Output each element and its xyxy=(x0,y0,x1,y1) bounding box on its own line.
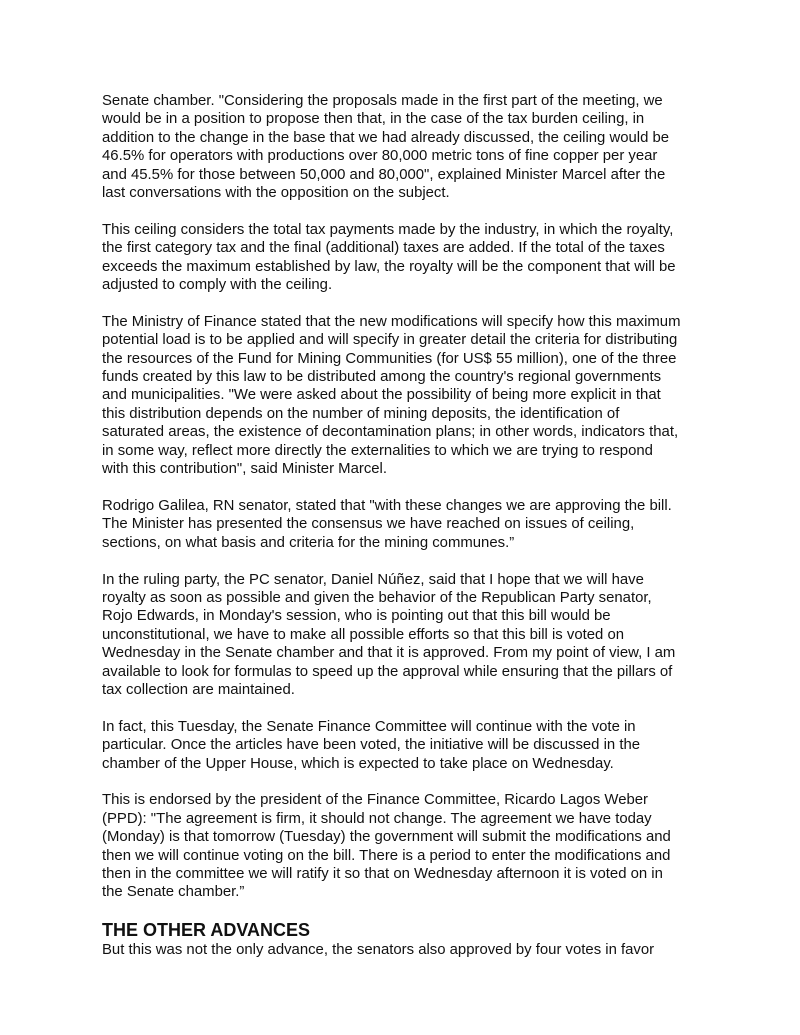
paragraph-ceiling-explanation: This ceiling considers the total tax payments made by the industry, in which the royalty, the first category tax and the final (additional) taxes are added. If the total of the taxes exceeds the maximum established by law, the royalty will be the component that will be adjusted to comply with the ceiling. xyxy=(102,221,676,294)
paragraph-rodrigo-galilea: Rodrigo Galilea, RN senator, stated that "with these changes we are approving the bill. The Minister has presented the consensus we have reached on issues of ceiling, sections, on what basis and criteria for the mining communes.” xyxy=(102,497,672,551)
paragraph-other-advances: But this was not the only advance, the senators also approved by four votes in favor xyxy=(102,942,655,959)
paragraph-ricardo-lagos-weber: This is endorsed by the president of the Finance Committee, Ricardo Lagos Weber (PPD): "The agreement is firm, it should not change. The agreement we have today (Monday) is that tomorrow (Tuesday) the government will submit the modifications and then we will continue voting on the bill. There is a period to enter the modifications and then in the committee we will ratify it so that on Wednesday afternoon it is voted on in the Senate chamber.” xyxy=(102,792,671,901)
paragraph-finance-committee-vote: In fact, this Tuesday, the Senate Finance Committee will continue with the vote in particular. Once the articles have been voted, the initiative will be discussed in the chamber of the Upper House, which is expected to take place on Wednesday. xyxy=(102,718,641,772)
paragraph-ministry-of-finance: The Ministry of Finance stated that the new modifications will specify how this maximum potential load is to be applied and will specify in greater detail the criteria for distributing the resources of the Fund for Mining Communities (for US$ 55 million), one of the three funds created by this law to be distributed among the country's regional governments and municipalities. "We were asked about the possibility of being more explicit in that this distribution depends on the number of mining deposits, the identification of saturated areas, the existence of decontamination plans; in other words, indicators that, in some way, reflect more directly the externalities to which we are trying to respond with this contribution", said Minister Marcel. xyxy=(102,313,681,478)
paragraph-daniel-nunez: In the ruling party, the PC senator, Daniel Núñez, said that I hope that we will have royalty as soon as possible and given the behavior of the Republican Party senator, Rojo Edwards, in Monday's session, who is pointing out that this bill would be unconstitutional, we have to make all possible efforts so that this bill is voted on Wednesday in the Senate chamber and that it is approved. From my point of view, I am available to look for formulas to speed up the approval while ensuring that the pillars of tax collection are maintained. xyxy=(102,571,676,698)
paragraph-senate-chamber-quote: Senate chamber. "Considering the proposals made in the first part of the meeting, we would be in a position to propose then that, in the case of the tax burden ceiling, in addition to the change in the base that we had already discussed, the ceiling would be 46.5% for operators with productions over 80,000 metric tons of fine copper per year and 45.5% for those between 50,000 and 80,000", explained Minister Marcel after the last conversations with the opposition on the subject. xyxy=(102,93,670,202)
document-page xyxy=(102,92,702,960)
section-heading: THE OTHER ADVANCES xyxy=(102,920,311,941)
